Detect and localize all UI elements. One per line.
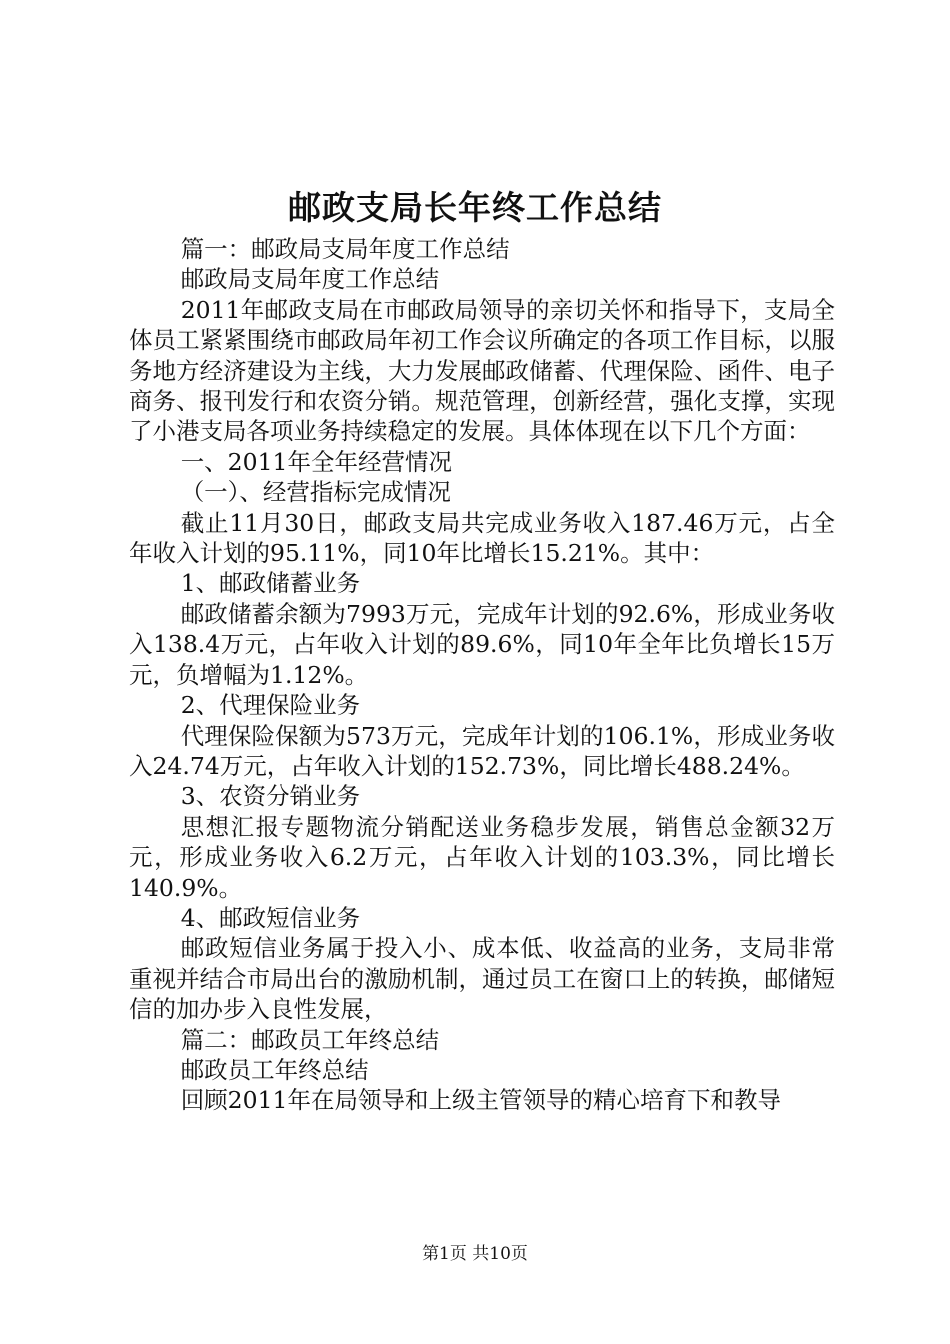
document-title: 邮政支局长年终工作总结 <box>288 188 662 227</box>
paragraph: 邮政短信业务属于投入小、成本低、收益高的业务，支局非常重视并结合市局出台的激励机制，通过员工在窗口上的转换，邮储短信的加办步入良性发展， <box>129 934 835 1024</box>
paragraph: 1、邮政储蓄业务 <box>180 569 361 598</box>
paragraph: 4、邮政短信业务 <box>180 903 361 932</box>
paragraph: 回顾2011年在局领导和上级主管领导的精心培育下和教导 <box>180 1086 781 1115</box>
paragraph: 邮政局支局年度工作总结 <box>180 265 440 294</box>
paragraph: 3、农资分销业务 <box>180 782 361 811</box>
paragraph: 一、2011年全年经营情况 <box>180 447 452 476</box>
page-number-footer: 第1页 共10页 <box>422 1244 528 1264</box>
paragraph: 代理保险保额为573万元，完成年计划的106.1%，形成业务收入24.74万元，占年收入计划的152.73%，同比增长488.24%。 <box>129 721 835 780</box>
paragraph: 邮政员工年终总结 <box>180 1055 369 1084</box>
paragraph: （一）、经营指标完成情况 <box>180 478 451 507</box>
paragraph: 截止11月30日，邮政支局共完成业务收入187.46万元，占全年收入计划的95.11%，同10年比增长15.21%。其中： <box>129 508 835 568</box>
document-body <box>129 234 835 1116</box>
paragraph: 2、代理保险业务 <box>180 691 361 720</box>
paragraph: 篇二：邮政员工年终总结 <box>180 1025 440 1054</box>
paragraph: 2011年邮政支局在市邮政局领导的亲切关怀和指导下，支局全体员工紧紧围绕市邮政局年初工作会议所确定的各项工作目标，以服务地方经济建设为主线，大力发展邮政储蓄、代理保险、函件、电子商务、报刊发行和农资分销。规范管理，创新经营，强化支撑，实现了小港支局各项业务持续稳定的发展。具体体现在以下几个方面： <box>129 295 835 446</box>
paragraph: 篇一：邮政局支局年度工作总结 <box>180 235 510 263</box>
paragraph: 邮政储蓄余额为7993万元，完成年计划的92.6%，形成业务收入138.4万元，占年收入计划的89.6%，同10年全年比负增长15万元，负增幅为1.12%。 <box>129 599 835 689</box>
paragraph: 思想汇报专题物流分销配送业务稳步发展，销售总金额32万元，形成业务收入6.2万元，占年收入计划的103.3%，同比增长140.9%。 <box>129 812 835 902</box>
